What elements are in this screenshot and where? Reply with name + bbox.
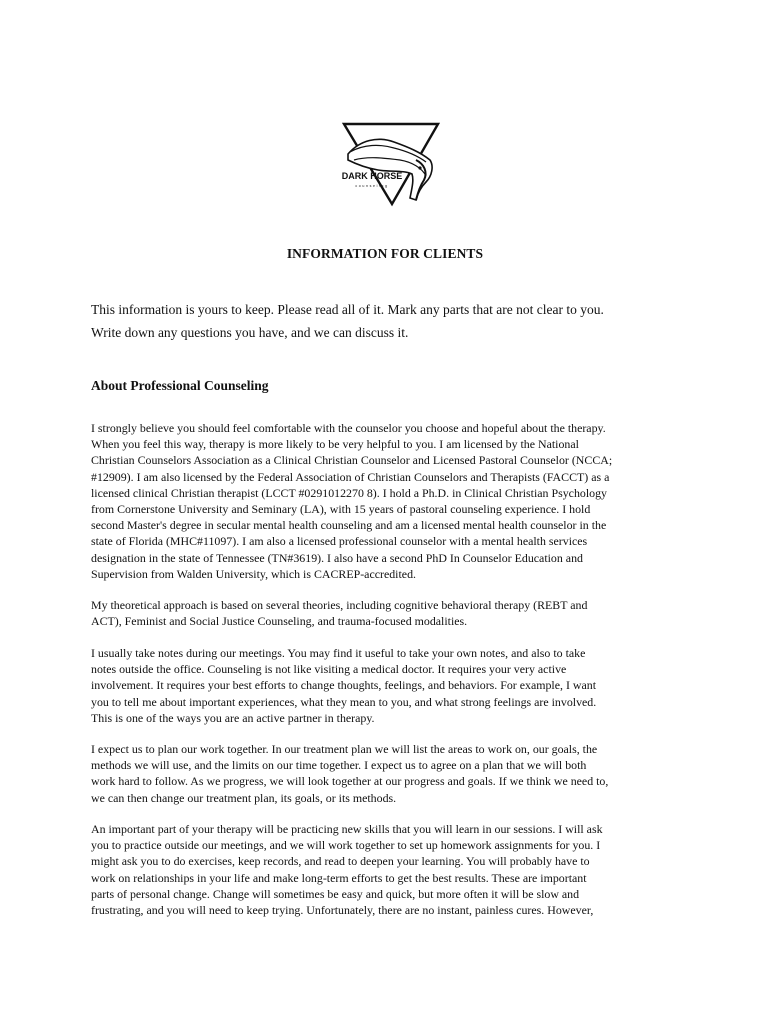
- paragraph-line: designation in the state of Tennessee (TN#3619). I also have a second PhD In Counselor Education and: [91, 550, 583, 565]
- paragraph-line: work hard to follow. As we progress, we will look together at our progress and goals. If we think we need to,: [91, 774, 609, 789]
- paragraph-line: notes outside the office. Counseling is not like visiting a medical doctor. It requires your very active: [91, 662, 567, 677]
- paragraph-planning: [91, 741, 683, 806]
- paragraph-line: When you feel this way, therapy is more likely to be very helpful to you. I am licensed by the National: [91, 437, 579, 452]
- paragraph-line: you to practice outside our meetings, and we will work together to set up homework assignments for you. I: [91, 838, 601, 853]
- intro-text: [91, 298, 691, 344]
- paragraph-line: parts of personal change. Change will sometimes be easy and quick, but more often it will be slow and: [91, 886, 580, 901]
- paragraph-line: I usually take notes during our meetings. You may find it useful to take your own notes, and also to take: [91, 646, 586, 660]
- paragraph-approach: [91, 597, 683, 629]
- horse-head-icon: [320, 100, 450, 230]
- logo-name: DARK HORSE: [341, 171, 403, 181]
- paragraph-line: from Cornerstone University and Seminary (LA), with 15 years of pastoral counseling experience. I hold: [91, 502, 591, 517]
- paragraph-line: Supervision from Walden University, which is CACREP-accredited.: [91, 566, 416, 581]
- paragraph-line: involvement. It requires your best efforts to change thoughts, feelings, and behaviors. For example, I want: [91, 678, 597, 693]
- paragraph-credentials: [91, 420, 683, 582]
- paragraph-line: might ask you to do exercises, keep records, and read to deepen your learning. You will probably have to: [91, 854, 590, 869]
- paragraph-line: work on relationships in your life and make long-term efforts to get the best results. These are important: [91, 870, 587, 885]
- paragraph-line: An important part of your therapy will be practicing new skills that you will learn in our sessions. I will ask: [91, 822, 603, 836]
- paragraph-line: you to tell me about important experiences, what they mean to you, and what strong feelings are involved.: [91, 694, 597, 709]
- paragraph-line: methods we will use, and the limits on our time together. I expect us to agree on a plan that we will both: [91, 758, 587, 773]
- logo-tagline: counseling: [355, 184, 389, 188]
- paragraph-line: I expect us to plan our work together. In our treatment plan we will list the areas to work on, our goals, the: [91, 742, 598, 756]
- paragraph-line: licensed clinical Christian therapist (LCCT #0291012270 8). I hold a Ph.D. in Clinical Christian Psychology: [91, 485, 607, 500]
- paragraph-line: #12909). I am also licensed by the Federal Association of Christian Counselors and Therapists (FACCT) as a: [91, 469, 610, 484]
- paragraph-homework: [91, 821, 683, 918]
- paragraph-notes: [91, 645, 683, 726]
- paragraph-line: we can then change our treatment plan, its goals, or its methods.: [91, 790, 397, 805]
- paragraph-line: state of Florida (MHC#11097). I am also a licensed professional counselor with a mental health services: [91, 534, 588, 549]
- page-title: INFORMATION FOR CLIENTS: [286, 246, 484, 261]
- paragraph-line: second Master's degree in secular mental health counseling and am a licensed mental health counselor in the: [91, 518, 607, 533]
- paragraph-line: Christian Counselors Association as a Clinical Christian Counselor and Licensed Pastoral Counselor (NCCA;: [91, 453, 613, 468]
- intro-line: Write down any questions you have, and we can discuss it.: [91, 325, 409, 340]
- section-heading: About Professional Counseling: [91, 378, 269, 393]
- paragraph-line: frustrating, and you will need to keep trying. Unfortunately, there are no instant, painless cures. However,: [91, 903, 594, 918]
- paragraph-line: My theoretical approach is based on several theories, including cognitive behavioral therapy (REBT and: [91, 598, 588, 612]
- intro-line: This information is yours to keep. Please read all of it. Mark any parts that are not clear to you.: [91, 302, 604, 317]
- paragraph-line: ACT), Feminist and Social Justice Counseling, and trauma-focused modalities.: [91, 614, 468, 629]
- dark-horse-logo: [320, 100, 450, 230]
- paragraph-line: I strongly believe you should feel comfortable with the counselor you choose and hopeful about the therapy.: [91, 421, 606, 435]
- paragraph-line: This is one of the ways you are an active partner in therapy.: [91, 710, 375, 725]
